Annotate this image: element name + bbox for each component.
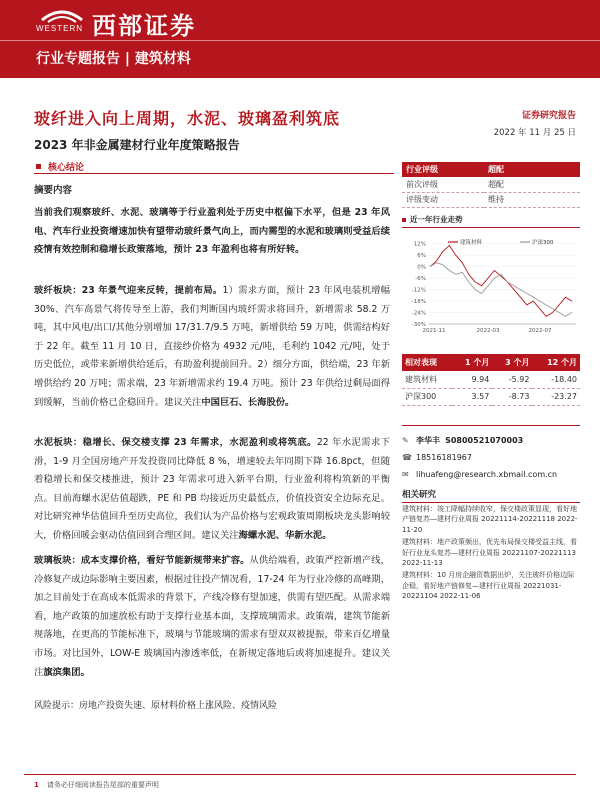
performance-row [402, 371, 580, 388]
series-line [430, 246, 572, 317]
report-type: 行业专题报告 | 建筑材料 [36, 51, 191, 67]
brand-label: 证券研究报告 [521, 111, 576, 121]
performance-cell: -23.27 [532, 388, 580, 405]
performance-header-cell: 相对表现 [402, 354, 452, 371]
bullet-icon [36, 164, 41, 169]
fiberglass-body: 1）需求方面，预计 23 年风电装机增幅 30%、汽车高景气将传导至上游，我们判断国内玻纤需求将回升，新增需求 58.2 万吨，其中风电/出口/其他分别增加 17/31.7/9.5 万吨，新增供给 59 万吨，供需结构好于 22 年。截至 11 月 10 日，直接纱价格为 4932 元/吨，毛利约 1042 元/吨，处于历史低位，或带来新增供给延后，有助盈利提前回升。2）细分方面，供给端，23 年新增供给约 20 万吨；需求端，23 年新增需求约 19.4 万吨。预计 23 年供给过剩局面得到缓解，当前价格已企稳回升。建议关注 [34, 285, 390, 408]
performance-cell: -8.73 [492, 388, 532, 405]
y-tick-label: 0% [417, 264, 426, 271]
legend-label: 沪深300 [532, 240, 554, 246]
performance-header-cell: 3 个月 [492, 354, 532, 371]
rating-row-label: 评级变动 [402, 192, 484, 207]
analyst-id: S0800521070003 [445, 436, 524, 445]
performance-cell: 9.94 [452, 371, 492, 388]
performance-table [402, 354, 580, 406]
rating-row-label: 前次评级 [402, 177, 484, 192]
footer-divider [24, 774, 576, 775]
performance-cell: -18.40 [532, 371, 580, 388]
paragraph-intro [34, 204, 390, 260]
analyst-phone-line [402, 449, 580, 466]
cement-lead: 水泥板块：稳增长、保交楼支撑 23 年需求，水泥盈利或将筑底。 [34, 437, 317, 448]
intro-text: 当前我们观察玻纤、水泥、玻璃等于行业盈利处于历史中枢偏下水平，但是 23 年风电、汽车行业投资增速加快有望带动玻纤景气向上，而内需型的水泥和玻璃则受益后续疫情有效控制和稳增长政策落地，预计 23 年盈利也将有所好转。 [34, 207, 390, 256]
performance-cell: -5.92 [492, 371, 532, 388]
performance-cell: 3.57 [452, 388, 492, 405]
y-tick-label: -12% [411, 287, 426, 294]
y-tick-label: -18% [411, 299, 426, 306]
related-research-heading: 相关研究 [402, 488, 580, 503]
y-tick-label: -6% [415, 276, 426, 283]
logo-chinese: 西部证券 [92, 12, 196, 40]
rating-row [402, 177, 580, 192]
x-tick-label: 2022-03 [476, 328, 500, 334]
trend-chart [402, 232, 580, 340]
fiberglass-lead: 玻纤板块：23 年景气迎来反转，提前布局。 [34, 285, 223, 296]
core-section-label: 核心结论 [48, 163, 85, 173]
related-research-item[interactable]: 建筑材料：10 月房企融资数据出炉，关注玻纤价格边际企稳，看好地产链修复—建材行业周报 20221031-20221104 2022-11-06 [402, 571, 575, 601]
glass-picks: 旗滨集团。 [43, 666, 90, 678]
report-date: 2022 年 11 月 25 日 [493, 128, 576, 138]
x-tick-label: 2022-07 [528, 328, 552, 334]
mail-icon: ✉ [402, 470, 409, 479]
analyst-name-line [402, 432, 580, 449]
analyst-info [402, 432, 580, 483]
rating-row-value: 维持 [484, 192, 580, 207]
performance-header-row [402, 354, 580, 371]
y-tick-label: 6% [417, 253, 426, 260]
analyst-name: 李华丰 [416, 436, 440, 445]
footer-disclaimer: 请务必仔细阅读报告尾部的重要声明 [46, 781, 159, 789]
related-research-item[interactable]: 建筑材料：地产政策频出，优先布局保交楼受益主线，看好行业龙头复苏—建材行业周报 20221107-20221113 2022-11-13 [402, 538, 577, 568]
x-tick-label: 2021-11 [422, 328, 446, 334]
cement-body: 22 年水泥需求下滑，1-9 月全国房地产开发投资同比降低 8 %，增速较去年同期下降 16.8pct，但随着稳增长和保交楼推进，预计 23 年需求可进入新平台期，行业盈利将构筑新的平衡点。目前海螺水泥估值超跌，PE 和 PB 均接近历史最低点，价值投资安全边际充足。对比研究神华估值回升至历史高位，我们认为产品价格与宏观政策周期板块龙头影响较大，价格回暖会驱动估值回到合理区间。建议关注 [34, 437, 390, 541]
report-title: 玻纤进入向上周期，水泥、玻璃盈利筑底 [34, 109, 341, 128]
paragraph-glass [34, 552, 390, 682]
risk-warning: 风险提示：房地产投资失速、原材料价格上涨风险、疫情风险 [34, 701, 278, 711]
glass-lead: 玻璃板块：成本支撑价格，看好节能新规带来扩容。 [34, 555, 250, 566]
rating-header-row [402, 162, 580, 177]
performance-row [402, 388, 580, 405]
rating-row [402, 192, 580, 207]
rating-table [402, 162, 580, 208]
related-research-item[interactable]: 建筑材料：竣工降幅持续收窄，保交楼政策显现，看好地产链复苏—建材行业周报 20221114-20221118 2022-11-20 [402, 505, 578, 534]
cement-picks: 海螺水泥、华新水泥。 [238, 529, 332, 541]
rating-row-value: 超配 [484, 177, 580, 192]
performance-header-cell: 12 个月 [532, 354, 580, 371]
y-tick-label: -30% [411, 322, 426, 328]
fiberglass-picks: 中国巨石、长海股份。 [201, 396, 295, 408]
summary-heading: 摘要内容 [34, 185, 73, 196]
report-subtitle: 2023 年非金属建材行业年度策略报告 [34, 138, 240, 152]
bullet-icon [402, 218, 406, 222]
rating-header-label: 行业评级 [402, 162, 484, 177]
report-header [0, 0, 600, 78]
paragraph-cement [34, 434, 390, 546]
rating-header-value: 超配 [484, 162, 580, 177]
chart-title [402, 214, 580, 228]
chart-title-text: 近一年行业走势 [410, 215, 463, 224]
performance-cell: 建筑材料 [402, 371, 452, 388]
related-research-list [402, 504, 580, 604]
core-section-bar [34, 160, 394, 174]
glass-body: 从供给端看，政策严控新增产线，冷修复产成边际影响主要因素，根据过往投产情况看，17-24 年为行业冷修的高峰期，加之目前处于在高成本低需求的背景下，产线冷修有望加速，供需有望匹配。从需求端看，地产政策的加速放松有助于支撑行业基本面，支撑玻璃需求。政策端，建筑节能新规落地，在更高的节能标准下，玻璃与节能玻璃的需求有望双双被提振，带来百亿增量市场。对比国外，LOW-E 玻璃国内渗透率低，在新规定落地后或将加速提升。建议关注 [34, 555, 390, 678]
logo-english: WESTERN [36, 24, 83, 33]
analyst-email[interactable]: lihuafeng@research.xbmail.com.cn [416, 470, 558, 479]
page-footer [34, 780, 159, 790]
performance-cell: 沪深300 [402, 388, 452, 405]
y-tick-label: 12% [413, 241, 426, 248]
header-divider [0, 40, 600, 41]
phone-icon: ☎ [402, 453, 412, 462]
legend-label: 建筑材料 [460, 240, 483, 246]
performance-header-cell: 1 个月 [452, 354, 492, 371]
y-tick-label: -24% [411, 310, 426, 317]
analyst-email-line [402, 466, 580, 483]
analyst-divider [402, 414, 580, 426]
paragraph-fiberglass [34, 282, 390, 412]
analyst-phone: 18516181967 [416, 453, 472, 462]
page-number: 1 [34, 781, 39, 789]
person-icon: ✎ [402, 436, 409, 445]
